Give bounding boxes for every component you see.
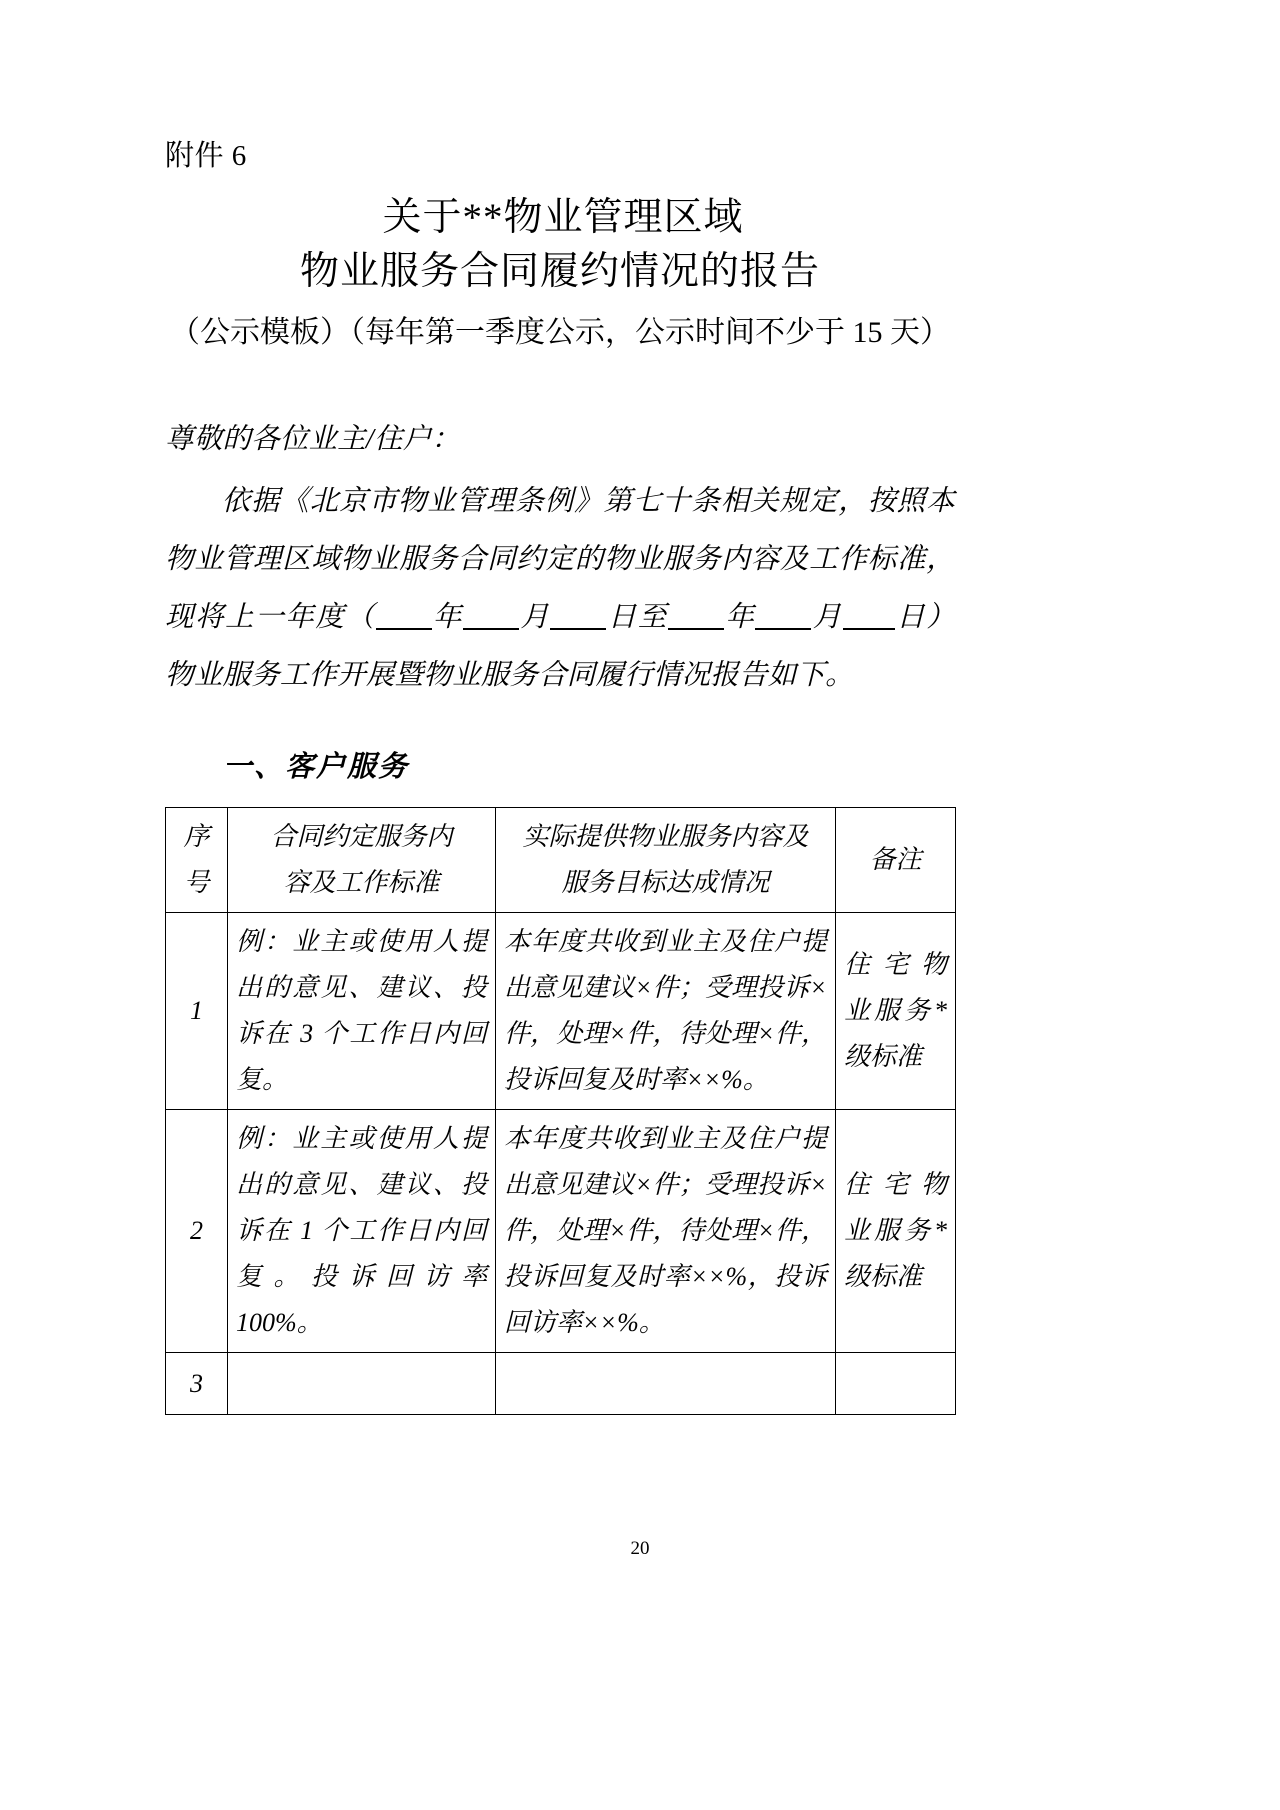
cell-actual-service xyxy=(496,1353,836,1415)
cell-index: 1 xyxy=(166,913,228,1110)
column-header-index xyxy=(166,808,228,913)
cell-index: 3 xyxy=(166,1353,228,1415)
column-header-remark: 备注 xyxy=(836,808,956,913)
column-header-contract-line-1: 合同约定服务内 xyxy=(270,822,453,851)
page-title xyxy=(165,191,955,299)
column-header-actual-service xyxy=(496,808,836,913)
unit-month-1: 月 xyxy=(518,602,551,633)
section-heading-customer-service: 一、客户服务 xyxy=(223,751,410,783)
page-subtitle: （公示模板）（每年第一季度公示，公示时间不少于 15 天） xyxy=(170,316,950,349)
cell-contract-content: 例：业主或使用人提出的意见、建议、投诉在 3 个工作日内回复。 xyxy=(228,913,496,1110)
unit-day-1: 日至 xyxy=(606,602,668,633)
cell-remark: 住宅物业服务*级标准 xyxy=(836,913,956,1110)
intro-paragraph-part-1: 依据《北京市物业管理条例》第七十条相关规定，按照本物业管理区域物业服务合同约定的物业服务内容及工作标准，现将上一年度（ xyxy=(165,486,955,633)
body-text xyxy=(165,411,955,705)
cell-actual-service: 本年度共收到业主及住户提出意见建议×件；受理投诉×件，处理×件，待处理×件，投诉回复及时率××%，投诉回访率××%。 xyxy=(496,1110,836,1353)
cell-remark xyxy=(836,1353,956,1415)
blank-year-1[interactable] xyxy=(376,628,432,630)
intro-paragraph xyxy=(165,473,955,705)
document-content xyxy=(165,0,955,1415)
unit-day-2: 日） xyxy=(894,602,956,633)
page-title-line-2: 物业服务合同履约情况的报告 xyxy=(299,250,820,293)
column-header-contract-line-2: 容及工作标准 xyxy=(283,868,440,897)
unit-year-1: 年 xyxy=(431,602,463,633)
blank-month-1[interactable] xyxy=(463,628,519,630)
table-row xyxy=(166,1353,956,1415)
page-title-line-1: 关于**物业管理区域 xyxy=(382,196,744,239)
column-header-index-line-2: 号 xyxy=(183,868,210,897)
blank-year-2[interactable] xyxy=(668,628,724,630)
cell-actual-service: 本年度共收到业主及住户提出意见建议×件；受理投诉×件，处理×件，待处理×件，投诉回复及时率××%。 xyxy=(496,913,836,1110)
column-header-contract-content xyxy=(228,808,496,913)
column-header-actual-line-2: 服务目标达成情况 xyxy=(561,868,770,897)
column-header-index-line-1: 序 xyxy=(183,822,210,851)
table-row xyxy=(166,913,956,1110)
cell-contract-content xyxy=(228,1353,496,1415)
table-row xyxy=(166,1110,956,1353)
salutation: 尊敬的各位业主/住户： xyxy=(165,424,461,455)
intro-paragraph-part-2: 物业服务工作开展暨物业服务合同履行情况报告如下。 xyxy=(165,660,854,691)
unit-year-2: 年 xyxy=(723,602,756,633)
blank-month-2[interactable] xyxy=(755,628,811,630)
cell-remark: 住宅物业服务*级标准 xyxy=(836,1110,956,1353)
blank-day-1[interactable] xyxy=(550,628,606,630)
table-header-row xyxy=(166,808,956,913)
page-number: 20 xyxy=(630,1538,650,1559)
column-header-actual-line-1: 实际提供物业服务内容及 xyxy=(522,822,809,851)
customer-service-table xyxy=(165,807,956,1415)
unit-month-2: 月 xyxy=(811,602,843,633)
cell-contract-content: 例：业主或使用人提出的意见、建议、投诉在 1 个工作日内回复。投诉回访率 100%。 xyxy=(228,1110,496,1353)
blank-day-2[interactable] xyxy=(843,628,895,630)
attachment-label: 附件 6 xyxy=(165,140,247,172)
cell-index: 2 xyxy=(166,1110,228,1353)
